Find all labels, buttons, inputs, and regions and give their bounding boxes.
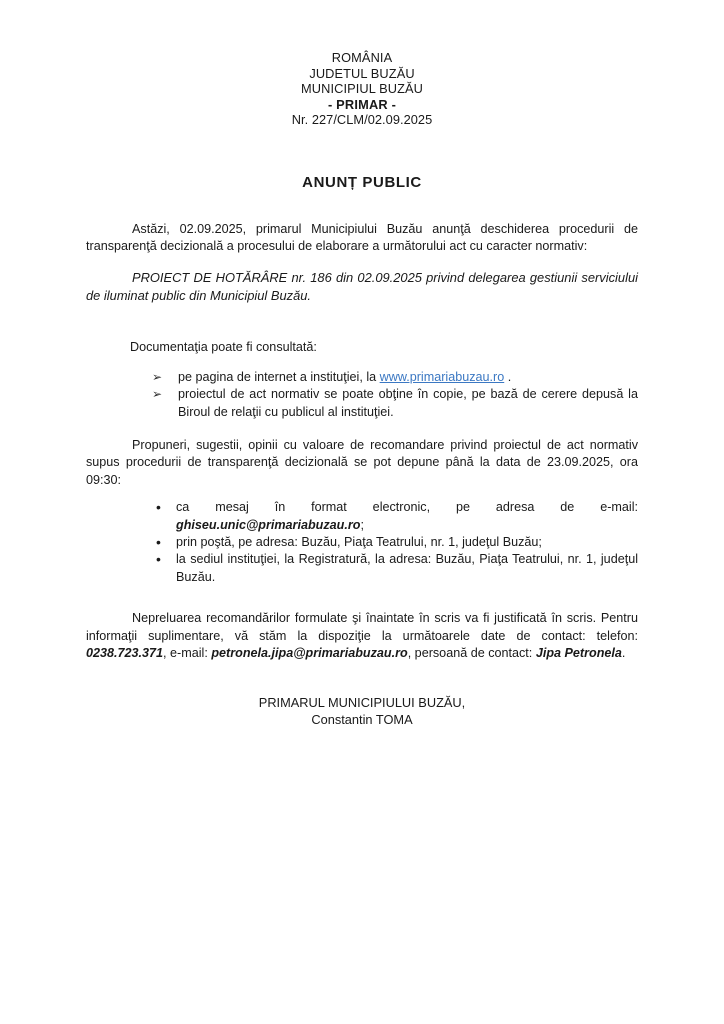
list-item-text: proiectul de act normativ se poate obţine în copie, pe bază de cerere depusă la Biroul de relaţii cu publicul al instituţiei. xyxy=(178,387,638,419)
intro-paragraph: Astăzi, 02.09.2025, primarul Municipiului Buzău anunţă deschiderea procedurii de transparenţă decizională a procesului de elaborare a următorului act cu caracter normativ: xyxy=(86,222,638,254)
document-body xyxy=(86,221,638,663)
header-registration-number: Nr. 227/CLM/02.09.2025 xyxy=(291,112,433,128)
submission-channels-list xyxy=(86,499,638,586)
contact-person: Jipa Petronela xyxy=(535,646,622,661)
header-country: ROMÂNIA xyxy=(331,50,393,65)
list-item-text: la sediul instituţiei, la Registratură, la adresa: Buzău, Piaţa Teatrului, nr. 1, judeţul Buzău. xyxy=(176,552,638,584)
document-header xyxy=(0,50,724,128)
contact-text-mid2: , persoană de contact: xyxy=(407,646,536,661)
list-item xyxy=(86,499,638,534)
documentation-list xyxy=(86,369,638,421)
contact-phone: 0238.723.371 xyxy=(86,646,164,661)
spacer xyxy=(86,304,638,339)
spacer xyxy=(86,421,638,437)
contact-text-lead: Nepreluarea recomandărilor formulate şi înaintate în scris va fi justificată în scris. Pentru informaţii suplimentare, vă stăm la dispoziţie la următoarele date de contact: telefon: xyxy=(86,611,638,643)
spacer xyxy=(86,586,638,610)
signature-name: Constantin TOMA xyxy=(311,712,413,728)
spacer xyxy=(86,489,638,499)
list-item xyxy=(86,534,638,551)
contact-email: petronela.jipa@primariabuzau.ro xyxy=(211,646,408,661)
signature-role: PRIMARUL MUNICIPIULUI BUZĂU, xyxy=(258,695,466,710)
spacer xyxy=(86,357,638,369)
list-item-suffix: . xyxy=(504,369,512,384)
page-title: ANUNȚ PUBLIC xyxy=(302,174,422,191)
proposals-paragraph: Propuneri, sugestii, opinii cu valoare de recomandare privind proiectul de act normativ supus procedurii de transparenţă decizională se pot depune până la data de 23.09.2025, ora 09:30: xyxy=(86,438,638,487)
contact-paragraph xyxy=(86,610,638,662)
list-item-text: prin poştă, pe adresa: Buzău, Piaţa Teatrului, nr. 1, judeţul Buzău; xyxy=(176,535,542,550)
arrow-bullet-icon: ➢ xyxy=(152,387,163,402)
contact-text-mid1: , e-mail: xyxy=(163,646,212,661)
header-municipality: MUNICIPIUL BUZĂU xyxy=(301,81,423,97)
list-item-text: pe pagina de internet a instituţiei, la xyxy=(178,369,380,384)
dot-bullet-icon: • xyxy=(156,551,161,568)
institution-website-link[interactable]: www.primariabuzau.ro xyxy=(379,369,505,384)
list-item xyxy=(86,369,638,386)
project-paragraph: PROIECT DE HOTĂRÂRE nr. 186 din 02.09.2025 privind delegarea gestiunii serviciului de iluminat public din Municipiul Buzău. xyxy=(86,269,638,303)
contact-text-end: . xyxy=(621,646,626,661)
arrow-bullet-icon: ➢ xyxy=(152,369,163,384)
list-item xyxy=(86,551,638,586)
dot-bullet-icon: • xyxy=(156,499,161,516)
documentation-heading: Documentaţia poate fi consultată: xyxy=(130,340,317,355)
signature-block xyxy=(0,694,724,729)
header-role: - PRIMAR - xyxy=(327,96,397,112)
spacer xyxy=(86,256,638,269)
list-item-text: ca mesaj în format electronic, pe adresa de e-mail: xyxy=(176,500,638,515)
header-county: JUDETUL BUZĂU xyxy=(309,65,415,81)
dot-bullet-icon: • xyxy=(156,534,161,551)
list-item-suffix: ; xyxy=(360,517,364,532)
submission-email: ghiseu.unic@primariabuzau.ro xyxy=(176,517,361,532)
list-item xyxy=(86,386,638,421)
